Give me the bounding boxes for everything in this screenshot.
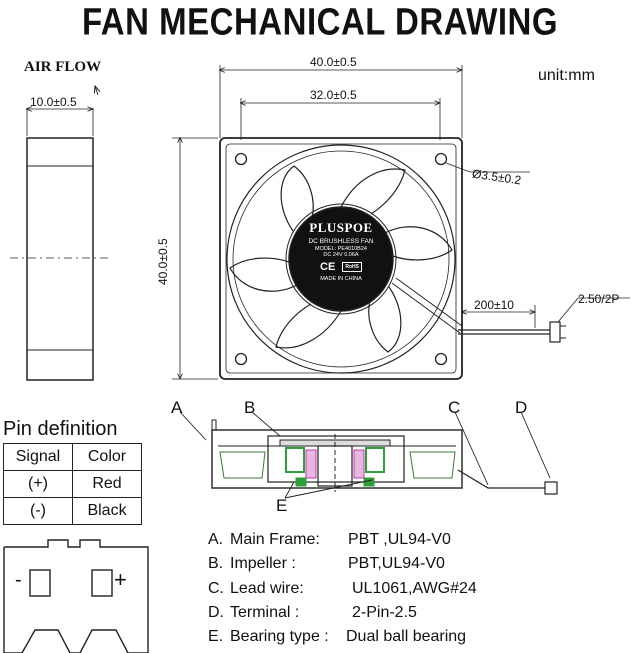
section-letter-a: A — [171, 398, 183, 417]
lead-length-dimension: 200±10 — [474, 298, 514, 312]
hole-spacing-dimension: 32.0±0.5 — [310, 88, 357, 102]
ce-mark: CE — [320, 261, 336, 273]
section-letter-c: C — [448, 398, 461, 417]
pin-connector-diagram — [4, 540, 148, 653]
header-color: Color — [73, 444, 142, 471]
mount-hole — [236, 154, 247, 165]
pin-table — [3, 443, 142, 525]
label-origin: MADE IN CHINA — [320, 276, 362, 282]
air-flow-label: AIR FLOW — [24, 59, 102, 75]
label-model: MODEL: PE4010B24 — [315, 246, 367, 252]
fan-connector — [550, 322, 560, 342]
color-cell: Black — [73, 498, 142, 525]
section-view — [180, 412, 557, 498]
connector-plus-sign: + — [114, 567, 127, 592]
unit-label: unit:mm — [538, 67, 595, 84]
legend-item: C. Lead wire: UL1061,AWG#24 — [208, 579, 477, 597]
thickness-dimension: 10.0±0.5 — [30, 95, 77, 109]
signal-cell: (+) — [4, 471, 73, 498]
mount-hole — [436, 154, 447, 165]
mount-hole — [236, 354, 247, 365]
width-dimension: 40.0±0.5 — [310, 55, 357, 69]
table-row — [4, 498, 142, 525]
front-view — [172, 65, 630, 379]
legend-item: B. Impeller : PBT,UL94-V0 — [208, 555, 445, 573]
fan-label — [289, 209, 393, 309]
connector-minus-sign: - — [15, 569, 22, 591]
legend-item: E. Bearing type : Dual ball bearing — [208, 628, 467, 646]
height-dimension: 40.0±0.5 — [156, 238, 170, 285]
section-terminal — [545, 482, 557, 494]
rohs-mark: RoHS — [342, 262, 362, 272]
connector-spec: 2.50/2P — [578, 292, 620, 306]
label-rating: DC 24V 0.06A — [323, 252, 359, 258]
legend-item: D. Terminal : 2-Pin-2.5 — [208, 603, 417, 621]
section-letter-e: E — [276, 496, 288, 515]
table-header-row — [4, 444, 142, 471]
color-cell: Red — [73, 471, 142, 498]
label-line1: DC BRUSHLESS FAN — [308, 238, 374, 245]
brand-text: PLUSPOE — [309, 220, 373, 235]
hole-diameter-dimension: Ø3.5±0.2 — [471, 166, 523, 188]
legend-item: A. Main Frame: PBT ,UL94-V0 — [208, 531, 451, 548]
airflow-arrow — [95, 86, 98, 95]
section-letter-d: D — [515, 398, 528, 417]
side-view — [10, 86, 112, 380]
header-signal: Signal — [4, 444, 73, 471]
mount-hole — [436, 354, 447, 365]
legend — [208, 528, 477, 649]
signal-cell: (-) — [4, 498, 73, 525]
section-frame — [212, 430, 462, 488]
section-letter-b: B — [244, 398, 256, 417]
pin-definition-title: Pin definition — [3, 418, 118, 440]
table-row — [4, 471, 142, 498]
side-view-body — [27, 138, 93, 380]
page-title: FAN MECHANICAL DRAWING — [81, 0, 559, 43]
